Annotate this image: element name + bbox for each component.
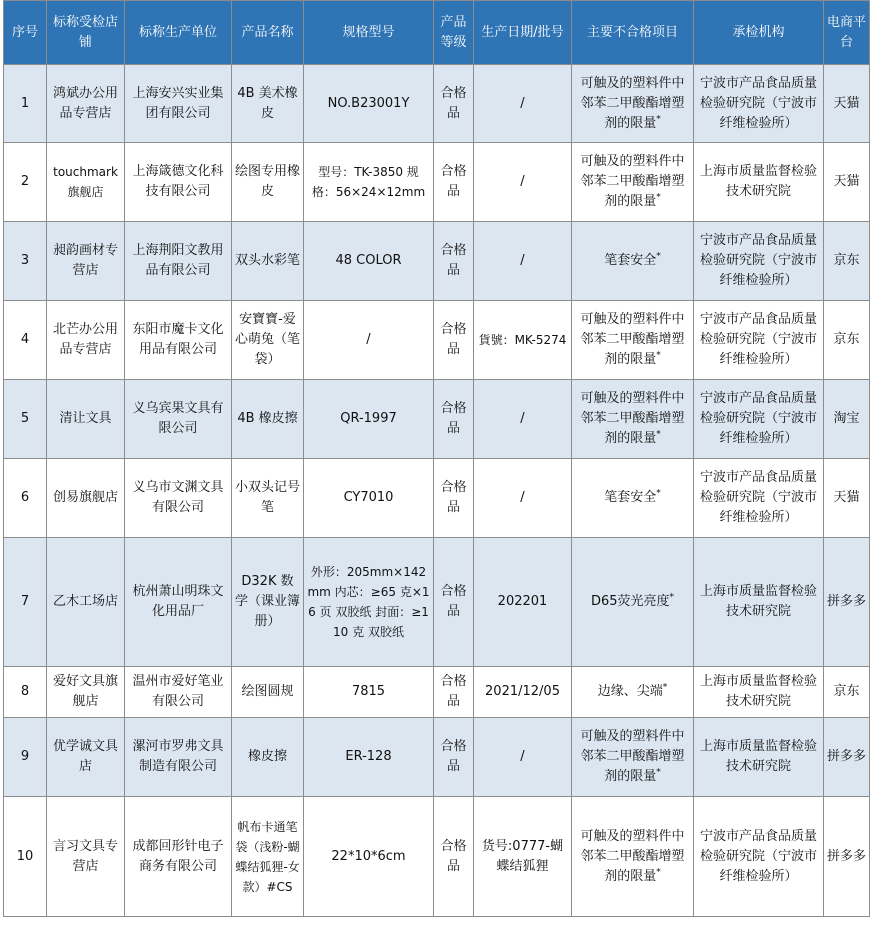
cell-date: 貨號：MK-5274 [474, 301, 572, 380]
cell-date: 货号:0777-蝴蝶结狐狸 [474, 797, 572, 917]
cell-agency: 上海市质量监督检验技术研究院 [694, 718, 824, 797]
header-shop: 标称受检店铺 [47, 1, 125, 65]
cell-defect [572, 65, 694, 143]
cell-platform: 拼多多 [824, 718, 870, 797]
cell-grade: 合格品 [434, 65, 474, 143]
cell-grade: 合格品 [434, 538, 474, 667]
cell-maker: 温州市爱好笔业有限公司 [125, 667, 232, 718]
cell-spec: CY7010 [304, 459, 434, 538]
header-product: 产品名称 [232, 1, 304, 65]
cell-date: / [474, 65, 572, 143]
cell-agency: 宁波市产品食品质量检验研究院（宁波市纤维检验所） [694, 65, 824, 143]
cell-grade: 合格品 [434, 459, 474, 538]
cell-maker: 上海箴德文化科技有限公司 [125, 143, 232, 222]
cell-grade: 合格品 [434, 222, 474, 301]
cell-maker: 义乌市文渊文具有限公司 [125, 459, 232, 538]
cell-grade: 合格品 [434, 301, 474, 380]
cell-no: 7 [4, 538, 47, 667]
cell-date: / [474, 380, 572, 459]
cell-spec: 7815 [304, 667, 434, 718]
cell-date: 202201 [474, 538, 572, 667]
cell-product: 安寶寶-爱心萌兔（笔袋） [232, 301, 304, 380]
cell-platform: 拼多多 [824, 797, 870, 917]
cell-defect [572, 459, 694, 538]
cell-shop: 乙木工场店 [47, 538, 125, 667]
header-spec: 规格型号 [304, 1, 434, 65]
cell-spec: 22*10*6cm [304, 797, 434, 917]
cell-grade: 合格品 [434, 143, 474, 222]
header-no: 序号 [4, 1, 47, 65]
cell-spec: QR-1997 [304, 380, 434, 459]
cell-agency: 宁波市产品食品质量检验研究院（宁波市纤维检验所） [694, 222, 824, 301]
cell-shop: 清让文具 [47, 380, 125, 459]
cell-spec: 型号：TK-3850 规格：56×24×12mm [304, 143, 434, 222]
cell-maker: 成都回形针电子商务有限公司 [125, 797, 232, 917]
cell-shop: 言习文具专营店 [47, 797, 125, 917]
cell-defect [572, 380, 694, 459]
cell-product: 帆布卡通笔袋（浅粉-蝴蝶结狐狸-女款）#CS [232, 797, 304, 917]
defect-mark: * [656, 114, 661, 125]
cell-platform: 拼多多 [824, 538, 870, 667]
cell-no: 3 [4, 222, 47, 301]
cell-product: 4B 橡皮擦 [232, 380, 304, 459]
cell-defect [572, 538, 694, 667]
cell-defect [572, 667, 694, 718]
defect-mark: * [669, 592, 675, 603]
table-row [4, 797, 870, 917]
header-maker: 标称生产单位 [125, 1, 232, 65]
cell-grade: 合格品 [434, 797, 474, 917]
cell-date: / [474, 459, 572, 538]
header-defect: 主要不合格项目 [572, 1, 694, 65]
cell-spec: 48 COLOR [304, 222, 434, 301]
cell-product: 双头水彩笔 [232, 222, 304, 301]
cell-maker: 东阳市魔卡文化用品有限公司 [125, 301, 232, 380]
table-row [4, 718, 870, 797]
results-table [3, 0, 870, 917]
cell-shop: 北芒办公用品专营店 [47, 301, 125, 380]
cell-grade: 合格品 [434, 380, 474, 459]
cell-product: 4B 美术橡皮 [232, 65, 304, 143]
cell-defect [572, 222, 694, 301]
cell-no: 6 [4, 459, 47, 538]
cell-product: 绘图专用橡皮 [232, 143, 304, 222]
cell-no: 1 [4, 65, 47, 143]
defect-text: 笔套安全 [604, 253, 657, 268]
cell-agency: 宁波市产品食品质量检验研究院（宁波市纤维检验所） [694, 459, 824, 538]
cell-product: 绘图圆规 [232, 667, 304, 718]
cell-spec: NO.B23001Y [304, 65, 434, 143]
defect-text: 可触及的塑料件中邻苯二甲酸酯增塑剂的限量 [580, 154, 685, 209]
table-row [4, 667, 870, 718]
cell-no: 4 [4, 301, 47, 380]
cell-shop: 创易旗舰店 [47, 459, 125, 538]
cell-platform: 天猫 [824, 459, 870, 538]
cell-shop: 爱好文具旗舰店 [47, 667, 125, 718]
cell-grade: 合格品 [434, 667, 474, 718]
cell-product: 小双头记号笔 [232, 459, 304, 538]
table-row [4, 143, 870, 222]
cell-platform: 天猫 [824, 65, 870, 143]
cell-defect [572, 797, 694, 917]
header-row [4, 1, 870, 65]
cell-maker: 上海荆阳文教用品有限公司 [125, 222, 232, 301]
header-grade: 产品等级 [434, 1, 474, 65]
header-platform: 电商平台 [824, 1, 870, 65]
cell-no: 8 [4, 667, 47, 718]
table-row [4, 301, 870, 380]
cell-product: 橡皮擦 [232, 718, 304, 797]
cell-maker: 上海安兴实业集团有限公司 [125, 65, 232, 143]
cell-maker: 义乌宾果文具有限公司 [125, 380, 232, 459]
cell-date: / [474, 718, 572, 797]
cell-shop: 昶韵画材专营店 [47, 222, 125, 301]
defect-mark: * [656, 429, 661, 440]
cell-platform: 天猫 [824, 143, 870, 222]
defect-text: 可触及的塑料件中邻苯二甲酸酯增塑剂的限量 [580, 312, 685, 367]
defect-text: 可触及的塑料件中邻苯二甲酸酯增塑剂的限量 [580, 828, 685, 884]
table-row [4, 538, 870, 667]
cell-date: / [474, 222, 572, 301]
cell-agency: 上海市质量监督检验技术研究院 [694, 667, 824, 718]
defect-text: 可触及的塑料件中邻苯二甲酸酯增塑剂的限量 [580, 75, 685, 131]
defect-mark: * [656, 488, 661, 499]
cell-maker: 漯河市罗弗文具制造有限公司 [125, 718, 232, 797]
defect-text: 可触及的塑料件中邻苯二甲酸酯增塑剂的限量 [580, 729, 685, 784]
defect-mark: * [656, 350, 661, 361]
cell-defect [572, 718, 694, 797]
defect-text: 边缘、尖端 [597, 684, 663, 699]
cell-platform: 京东 [824, 222, 870, 301]
cell-agency: 上海市质量监督检验技术研究院 [694, 538, 824, 667]
cell-no: 9 [4, 718, 47, 797]
header-agency: 承检机构 [694, 1, 824, 65]
defect-mark: * [656, 767, 661, 778]
cell-spec: 外形：205mm×142mm 内芯：≥65 克×16 页 双胶纸 封面：≥110 克 双胶纸 [304, 538, 434, 667]
defect-mark: * [656, 867, 661, 878]
header-date: 生产日期/批号 [474, 1, 572, 65]
cell-spec: ER-128 [304, 718, 434, 797]
cell-no: 5 [4, 380, 47, 459]
cell-grade: 合格品 [434, 718, 474, 797]
table-row [4, 65, 870, 143]
cell-shop: 优学诚文具店 [47, 718, 125, 797]
table-row [4, 380, 870, 459]
cell-no: 10 [4, 797, 47, 917]
defect-mark: * [656, 192, 661, 203]
cell-platform: 京东 [824, 301, 870, 380]
cell-agency: 宁波市产品食品质量检验研究院（宁波市纤维检验所） [694, 301, 824, 380]
defect-mark: * [656, 251, 661, 262]
cell-shop: touchmark 旗舰店 [47, 143, 125, 222]
defect-text: D65荧光亮度 [590, 594, 670, 609]
cell-defect [572, 143, 694, 222]
defect-mark: * [662, 682, 668, 693]
cell-platform: 淘宝 [824, 380, 870, 459]
cell-agency: 上海市质量监督检验技术研究院 [694, 143, 824, 222]
cell-defect [572, 301, 694, 380]
cell-date: 2021/12/05 [474, 667, 572, 718]
cell-agency: 宁波市产品食品质量检验研究院（宁波市纤维检验所） [694, 797, 824, 917]
cell-maker: 杭州萧山明珠文化用品厂 [125, 538, 232, 667]
table-row [4, 459, 870, 538]
defect-text: 笔套安全 [604, 490, 657, 505]
cell-spec: / [304, 301, 434, 380]
cell-product: D32K 数学（课业簿册） [232, 538, 304, 667]
defect-text: 可触及的塑料件中邻苯二甲酸酯增塑剂的限量 [580, 391, 685, 446]
cell-date: / [474, 143, 572, 222]
cell-agency: 宁波市产品食品质量检验研究院（宁波市纤维检验所） [694, 380, 824, 459]
cell-shop: 鸿斌办公用品专营店 [47, 65, 125, 143]
table-row [4, 222, 870, 301]
cell-platform: 京东 [824, 667, 870, 718]
cell-no: 2 [4, 143, 47, 222]
